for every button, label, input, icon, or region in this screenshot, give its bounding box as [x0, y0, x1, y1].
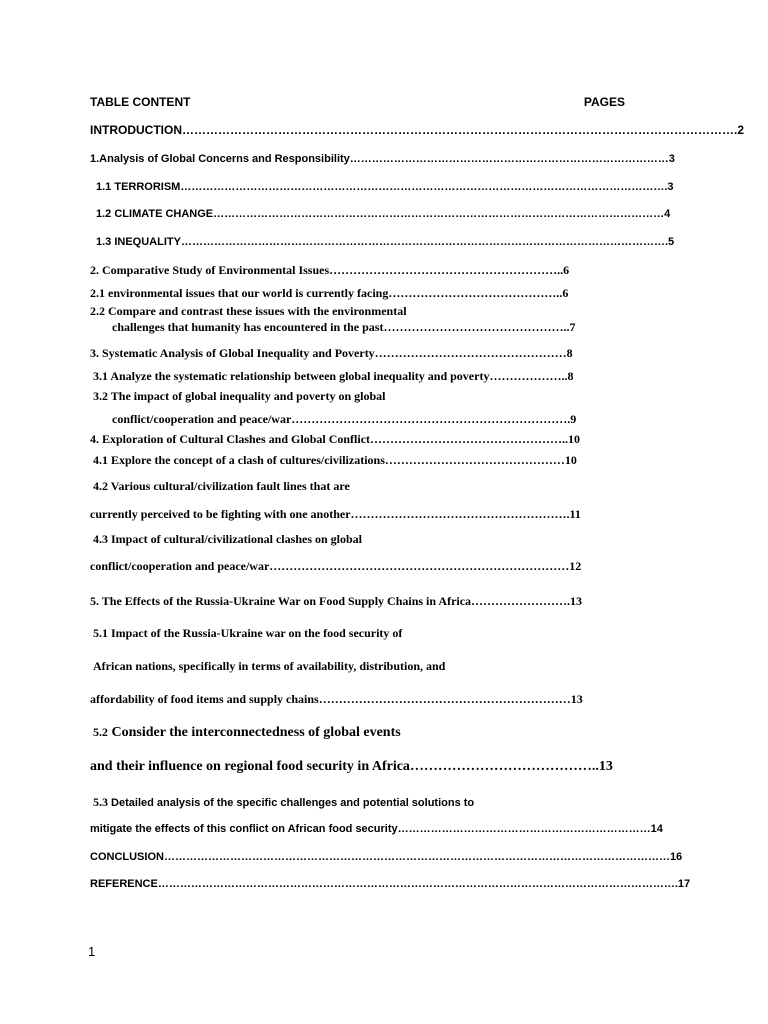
toc-entry-5-2-number: 5.2	[93, 725, 108, 739]
toc-entry-5-1-line3: affordability of food items and supply chains………………………………………………………13	[90, 692, 583, 706]
toc-entry-2-2-line2: challenges that humanity has encountered in the past………………………………………..7	[112, 320, 576, 334]
toc-entry-4-1: 4.1 Explore the concept of a clash of cultures/civilizations………………………………………10	[93, 453, 577, 467]
toc-title: TABLE CONTENT	[90, 95, 191, 109]
toc-entry-1-3: 1.3 INEQUALITY…………………………………………………………………………………………………………………….5	[96, 236, 675, 248]
toc-entry-conclusion: CONCLUSION…………………………………………………………………………………………………………………………16	[90, 851, 683, 863]
toc-entry-3-2-line2: conflict/cooperation and peace/war…………………………………………………………….9	[112, 412, 577, 426]
toc-entry-2-2-line1: 2.2 Compare and contrast these issues with the environmental	[90, 304, 407, 318]
toc-entry-5-2-title: Consider the interconnectedness of global events	[108, 725, 401, 740]
pages-label: PAGES	[583, 95, 625, 109]
toc-entry-3-2-line1: 3.2 The impact of global inequality and poverty on global	[93, 389, 386, 403]
toc-entry-4-3-line2: conflict/cooperation and peace/war…………………………………………………………………12	[90, 559, 582, 573]
toc-entry-section-4: 4. Exploration of Cultural Clashes and Global Conflict…………………………………………..10	[90, 432, 581, 446]
toc-entry-5-2-line1	[93, 725, 401, 741]
toc-entry-section-1: 1.Analysis of Global Concerns and Responsibility……………………………………………………………………………3	[90, 153, 675, 165]
page-number: 1	[88, 944, 96, 959]
toc-entry-4-3-line1: 4.3 Impact of cultural/civilizational clashes on global	[93, 532, 362, 546]
toc-entry-5-3-number: 5.3	[93, 795, 108, 809]
toc-entry-section-3: 3. Systematic Analysis of Global Inequality and Poverty…………………………………………8	[90, 346, 573, 360]
toc-entry-introduction: INTRODUCTION………………………………………………………………………………………………………………………….2	[90, 123, 744, 137]
toc-entry-1-2: 1.2 CLIMATE CHANGE……………………………………………………………………………………………………………4	[96, 208, 671, 220]
toc-entry-5-1-line2: African nations, specifically in terms of availability, distribution, and	[93, 659, 446, 673]
toc-entry-reference: REFERENCE…………………………………………………………………………………………………………………………….17	[90, 878, 691, 890]
toc-header	[90, 95, 625, 111]
toc-entry-1-1: 1.1 TERRORISM…………………………………………………………………………………………………………………….3	[96, 181, 674, 193]
toc-entry-4-2-line2: currently perceived to be fighting with one another……………………………………………….11	[90, 507, 581, 521]
toc-entry-5-2-line2: and their influence on regional food security in Africa…………………………………..13	[90, 759, 613, 774]
toc-entry-5-3-line2: mitigate the effects of this conflict on African food security……………………………………………………………14	[90, 823, 663, 835]
toc-entry-5-3-title: Detailed analysis of the specific challenges and potential solutions to	[108, 797, 475, 809]
toc-entry-section-2: 2. Comparative Study of Environmental Issues…………………………………………………..6	[90, 263, 570, 277]
toc-entry-5-1-line1: 5.1 Impact of the Russia-Ukraine war on the food security of	[93, 626, 403, 640]
toc-entry-2-1: 2.1 environmental issues that our world is currently facing……………………………………..6	[90, 286, 569, 300]
toc-entry-4-2-line1: 4.2 Various cultural/civilization fault lines that are	[93, 479, 350, 493]
toc-entry-section-5: 5. The Effects of the Russia-Ukraine War on Food Supply Chains in Africa…………………….13	[90, 594, 583, 608]
toc-entry-5-3-line1	[93, 795, 474, 810]
toc-entry-3-1: 3.1 Analyze the systematic relationship between global inequality and poverty………………..8	[93, 369, 574, 383]
